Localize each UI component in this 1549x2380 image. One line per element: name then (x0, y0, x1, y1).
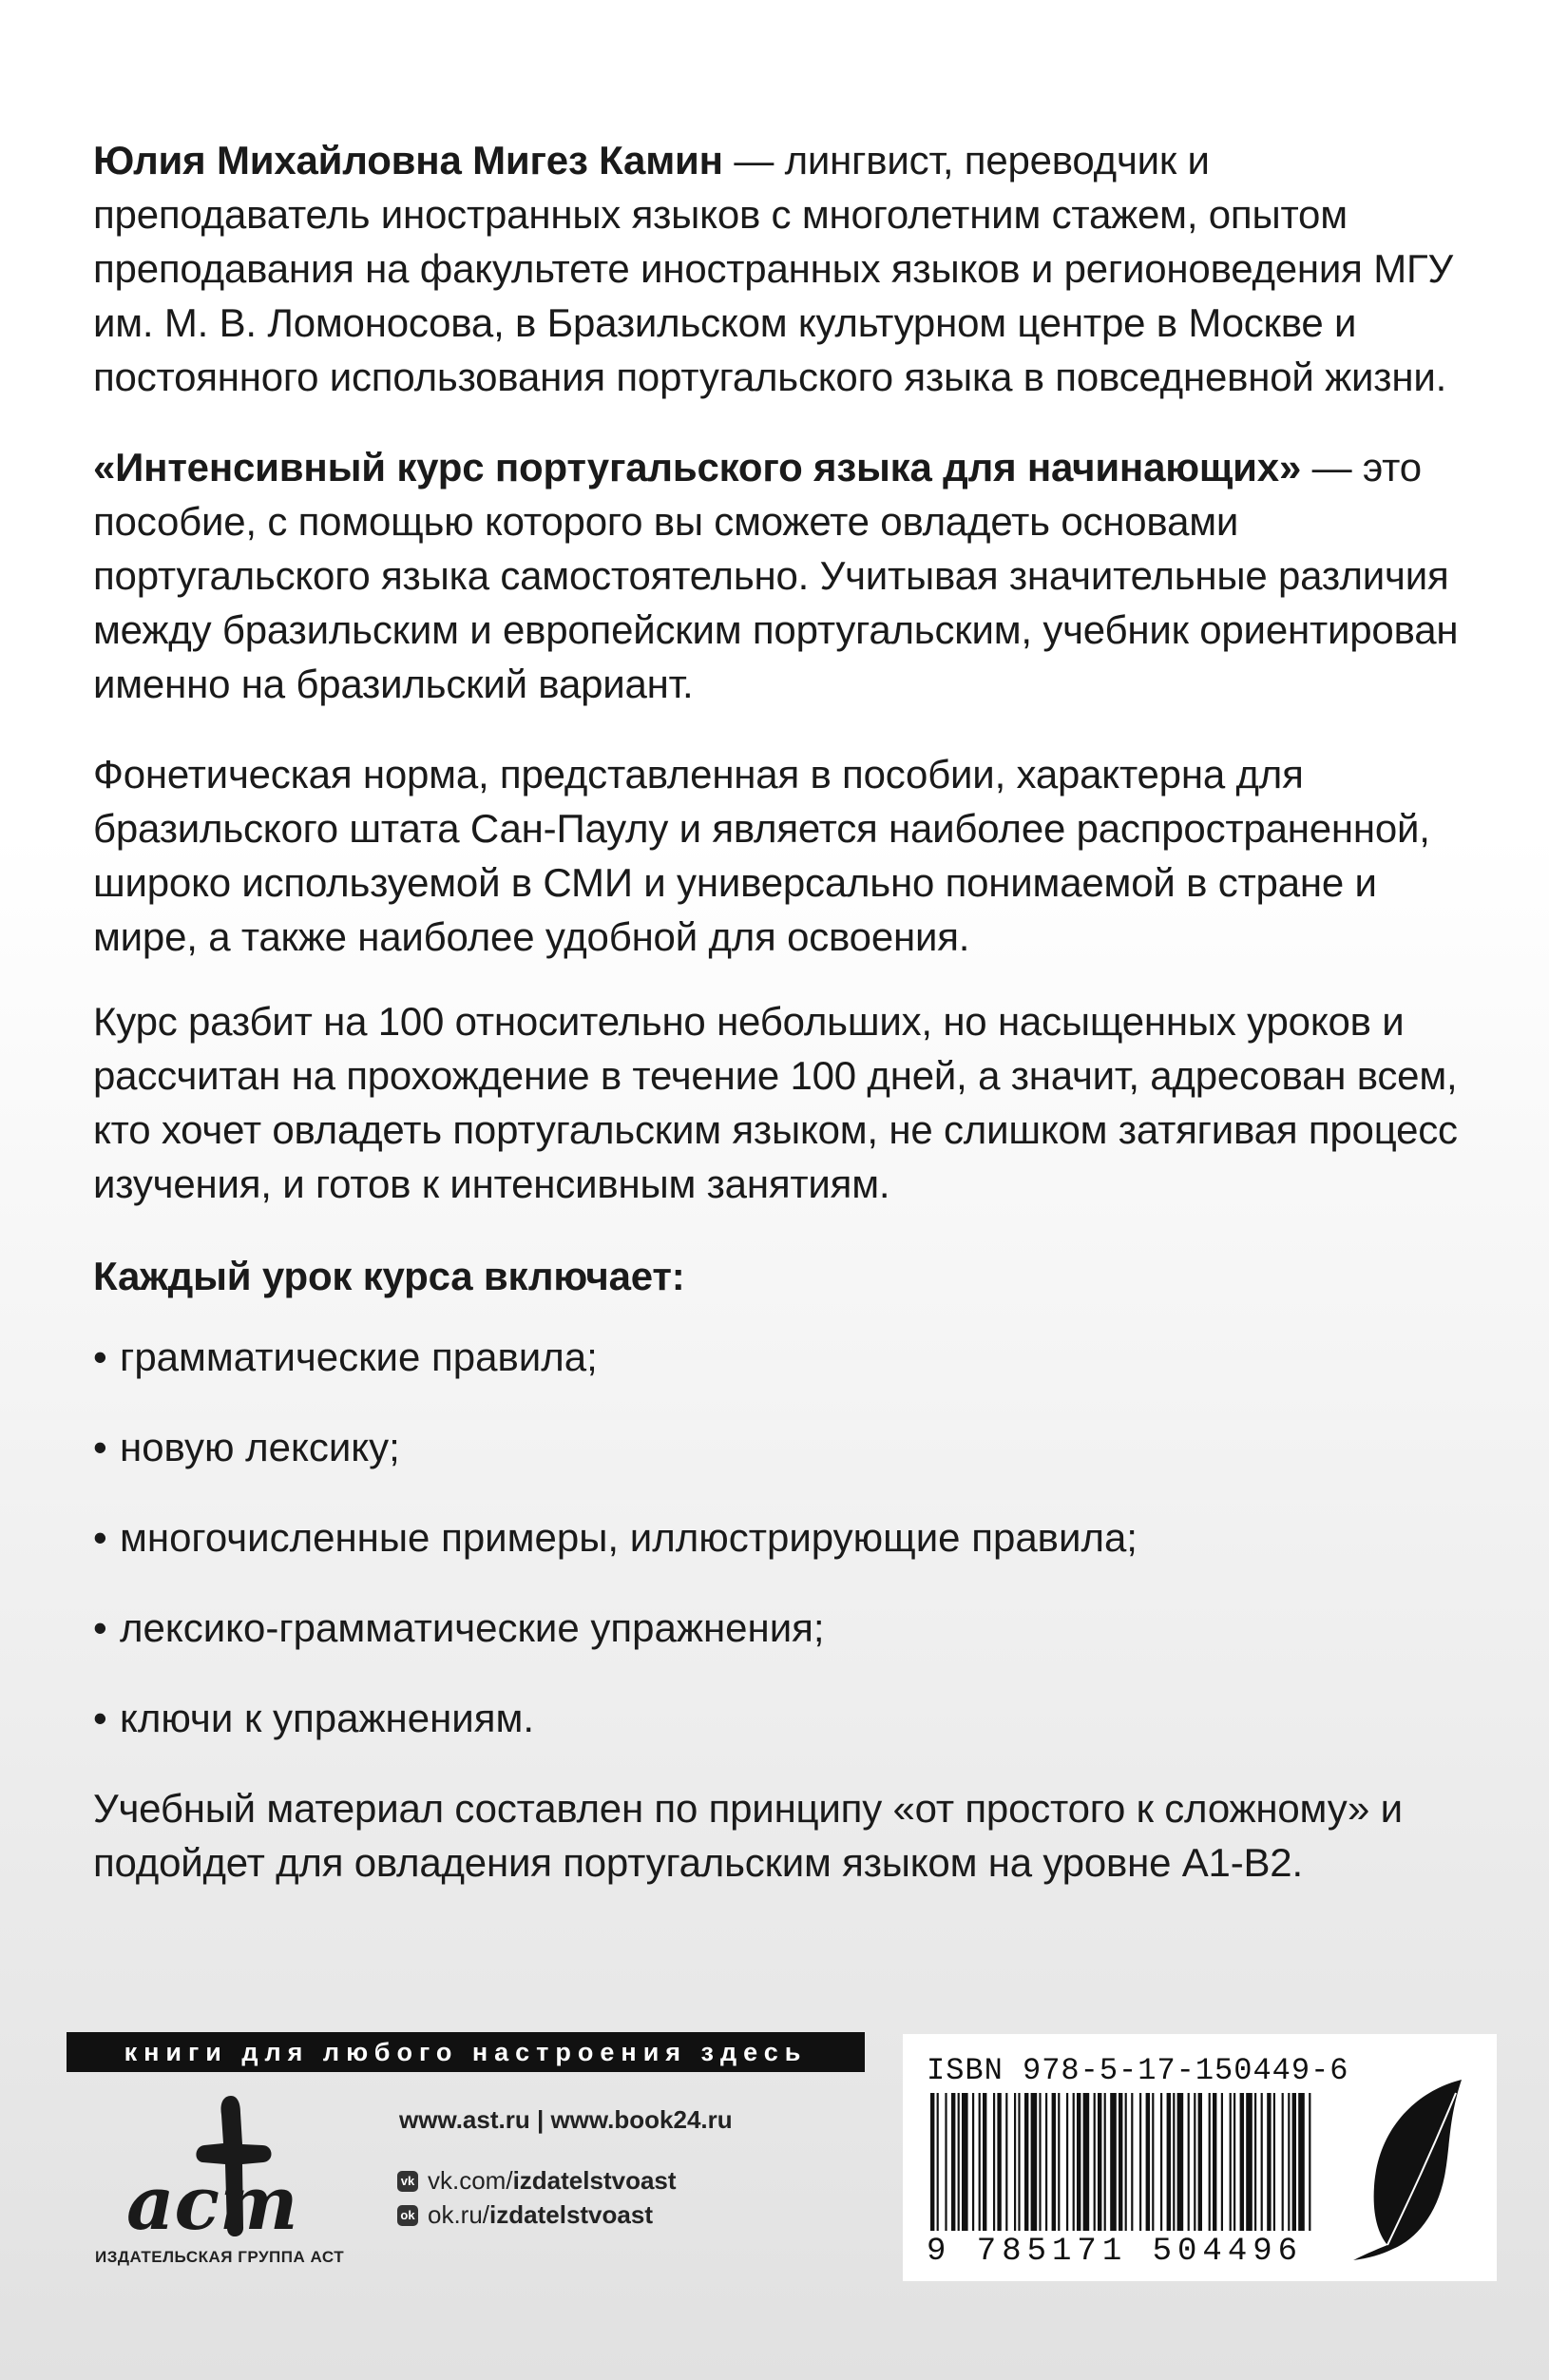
author-paragraph (93, 133, 1462, 404)
barcode-bar (1052, 2093, 1056, 2231)
bullet-icon: • (93, 1605, 107, 1650)
barcode-bar (1104, 2093, 1106, 2231)
barcode-bar (1246, 2093, 1253, 2231)
barcode-bar (1073, 2093, 1075, 2231)
barcode-bar (1110, 2093, 1117, 2231)
vk-icon: vk (397, 2171, 418, 2192)
barcode-bar (1039, 2093, 1041, 2231)
isbn-barcode-panel (903, 2034, 1497, 2281)
author-description: — лингвист, переводчик и преподаватель иностранных языков с многолетним стажем, опытом преподавания на факультете иностранных языков и регионоведения МГУ им. М. В. Ломоносова, в Бразильском культурном центре в Москве и постоянного использования португальского языка в повседневной жизни. (93, 138, 1454, 399)
back-cover-text (93, 133, 1462, 1890)
bullet-icon: • (93, 1696, 107, 1740)
author-name: Юлия Михайловна Мигез Камин (93, 138, 723, 182)
phonetic-paragraph: Фонетическая норма, представленная в пособии, характерна для бразильского штата Сан-Паулу и является наиболее распространенной, широко используемой в СМИ и универсально понимаемой в стране и мире, а также наиболее удобной для освоения. (93, 752, 1430, 959)
list-item: • лексико-грамматические упражнения; (93, 1601, 1462, 1655)
barcode-bar (937, 2093, 939, 2231)
barcode-bar (1198, 2093, 1202, 2231)
barcode-bar (1194, 2093, 1195, 2231)
barcode-bar (1230, 2093, 1232, 2231)
barcode-bar (1309, 2093, 1310, 2231)
feather-quill-icon (1349, 2072, 1473, 2262)
vk-link[interactable]: vk vk.com/ izdatelstvoast (397, 2166, 677, 2196)
barcode-bar (1131, 2093, 1133, 2231)
barcode-icon (927, 2093, 1316, 2236)
bullet-icon: • (93, 1425, 107, 1469)
barcode-bar (1188, 2093, 1190, 2231)
course-title: «Интенсивный курс португальского языка для начинающих» (93, 445, 1302, 489)
ean-digits: 9 785171 504496 (927, 2234, 1304, 2270)
isbn-label: ISBN 978-5-17-150449-6 (927, 2053, 1349, 2088)
barcode-bar (1221, 2093, 1223, 2231)
barcode-bar (1077, 2093, 1080, 2231)
barcode-bar (958, 2093, 960, 2231)
list-item: • грамматические правила; (93, 1330, 1462, 1384)
structure-paragraph: Курс разбит на 100 относительно небольших, но насыщенных уроков и рассчитан на прохождение в течение 100 дней, а значит, адресован всем, кто хочет овладеть португальским языком, не слишком затягивая процесс изучения, и готов к интенсивным занятиям. (93, 999, 1458, 1206)
barcode-bar (1273, 2093, 1275, 2231)
tagline-banner: книги для любого настроения здесь (67, 2032, 865, 2072)
bullet-icon: • (93, 1334, 107, 1379)
closing-paragraph: Учебный материал составлен по принципу «от простого к сложному» и подойдет для овладения португальским языком на уровне A1-B2. (93, 1786, 1403, 1885)
barcode-bar (1058, 2093, 1060, 2231)
includes-list (93, 1330, 1462, 1745)
barcode-bar (951, 2093, 955, 2231)
list-item: • новую лексику; (93, 1420, 1462, 1474)
barcode-bar (1282, 2093, 1284, 2231)
bullet-icon: • (93, 1515, 107, 1560)
barcode-bar (1213, 2093, 1216, 2231)
barcode-bar (1146, 2093, 1150, 2231)
barcode-bar (1152, 2093, 1154, 2231)
barcode-bar (945, 2093, 947, 2231)
barcode-bar (979, 2093, 981, 2231)
barcode-bar (1014, 2093, 1016, 2231)
barcode-bar (972, 2093, 974, 2231)
barcode-bar (993, 2093, 995, 2231)
barcode-bar (1261, 2093, 1263, 2231)
course-paragraph (93, 440, 1462, 711)
barcode-bar (962, 2093, 968, 2231)
barcode-bar (1173, 2093, 1175, 2231)
barcode-bar (1094, 2093, 1096, 2231)
barcode-bar (1066, 2093, 1068, 2231)
barcode-bar (1139, 2093, 1141, 2231)
barcode-bar (1024, 2093, 1028, 2231)
websites[interactable]: www.ast.ru | www.book24.ru (399, 2105, 733, 2134)
barcode-bar (1160, 2093, 1162, 2231)
publisher-name: ИЗДАТЕЛЬСКАЯ ГРУППА АСТ (95, 2248, 345, 2266)
barcode-bar (1167, 2093, 1171, 2231)
ok-link[interactable]: ok ok.ru/ izdatelstvoast (397, 2200, 653, 2230)
barcode-bar (930, 2093, 934, 2231)
barcode-bar (1292, 2093, 1296, 2231)
barcode-bar (1233, 2093, 1235, 2231)
ok-icon: ok (397, 2205, 418, 2226)
list-item: • ключи к упражнениям. (93, 1691, 1462, 1745)
barcode-bar (1119, 2093, 1122, 2231)
logo-text: аст (126, 2160, 298, 2247)
barcode-bar (997, 2093, 1001, 2231)
barcode-bar (1005, 2093, 1007, 2231)
barcode-bar (1125, 2093, 1127, 2231)
barcode-bar (1083, 2093, 1090, 2231)
barcode-bar (1240, 2093, 1244, 2231)
ast-logo-icon (119, 2086, 299, 2257)
barcode-bar (1288, 2093, 1290, 2231)
course-description: — это пособие, с помощью которого вы сможете овладеть основами португальского языка самостоятельно. Учитывая значительные различия между бразильским и европейским португальским, учебник ориентирован именно на бразильский вариант. (93, 445, 1459, 706)
barcode-bar (1018, 2093, 1020, 2231)
barcode-bar (1267, 2093, 1271, 2231)
barcode-bar (983, 2093, 986, 2231)
barcode-bar (1254, 2093, 1256, 2231)
barcode-bar (1098, 2093, 1101, 2231)
barcode-bar (1209, 2093, 1211, 2231)
barcode-bar (1031, 2093, 1038, 2231)
barcode-bar (1298, 2093, 1305, 2231)
barcode-bar (1045, 2093, 1047, 2231)
barcode-bar (1177, 2093, 1184, 2231)
includes-heading: Каждый урок курса включает: (93, 1254, 685, 1298)
list-item: • многочисленные примеры, иллюстрирующие правила; (93, 1510, 1462, 1564)
